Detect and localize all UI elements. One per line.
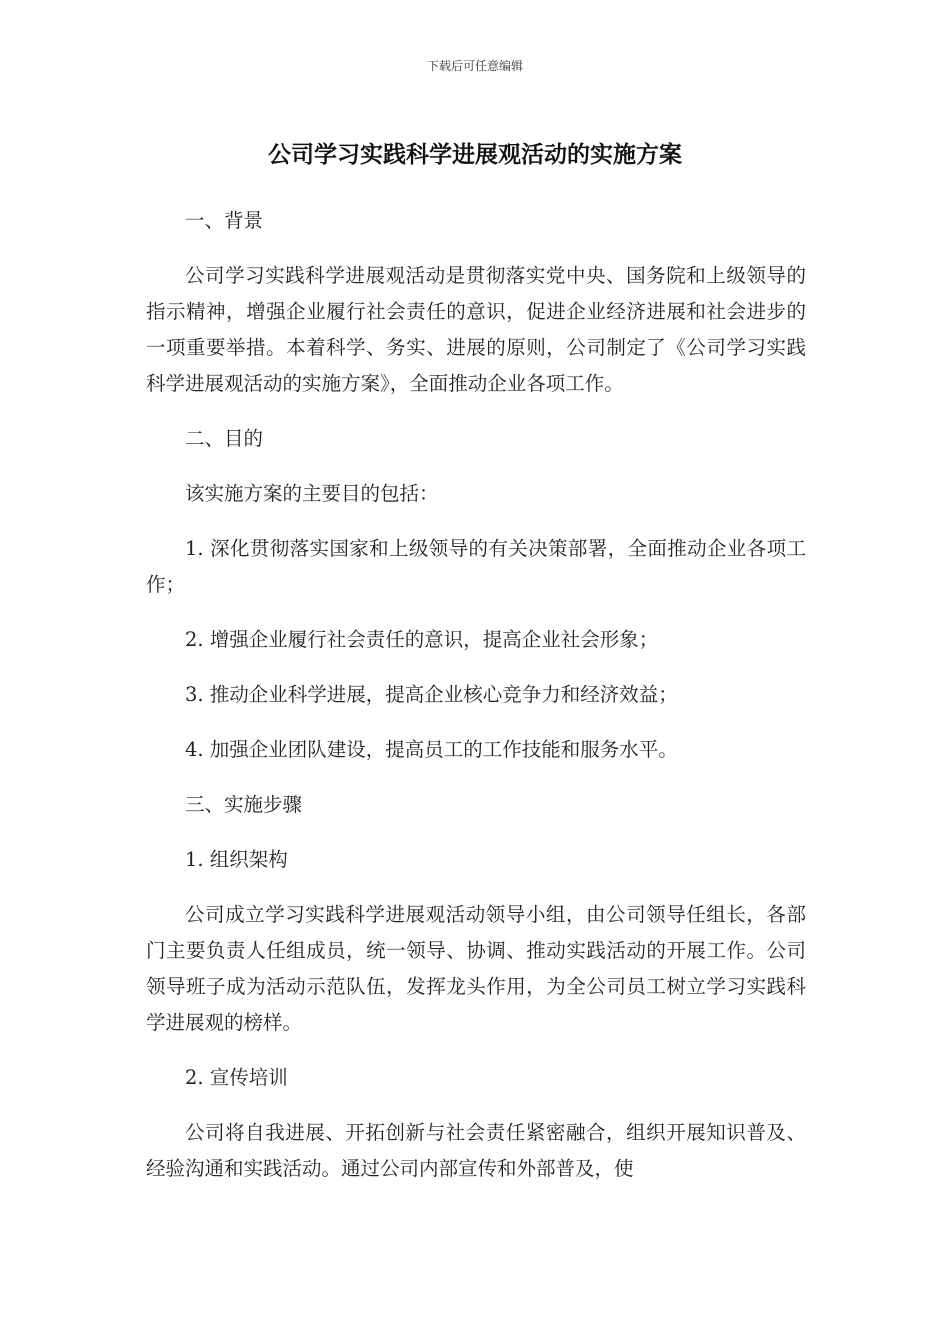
list-item-purpose-2: 2. 增强企业履行社会责任的意识，提高企业社会形象； [185, 628, 659, 651]
list-item-purpose-1: 1. 深化贯彻落实国家和上级领导的有关决策部署，全面推动企业各项工作； [146, 537, 806, 596]
document-title: 公司学习实践科学进展观活动的实施方案 [268, 142, 682, 168]
paragraph-background: 公司学习实践科学进展观活动是贯彻落实党中央、国务院和上级领导的指示精神，增强企业履行社会责任的意识，促进企业经济进展和社会进步的一项重要举措。本着科学、务实、进展的原则，公司制定了《公司学习实践科学进展观活动的实施方案》，全面推动企业各项工作。 [146, 264, 806, 395]
section-heading-background: 一、背景 [185, 209, 264, 232]
list-item-purpose-3: 3. 推动企业科学进展，提高企业核心竞争力和经济效益； [185, 683, 678, 706]
subheading-training: 2. 宣传培训 [185, 1066, 288, 1089]
section-heading-purpose: 二、目的 [185, 427, 264, 450]
paragraph-organization: 公司成立学习实践科学进展观活动领导小组，由公司领导任组长，各部门主要负责人任组成员，统一领导、协调、推动实践活动的开展工作。公司领导班子成为活动示范队伍，发挥龙头作用，为全公司员工树立学习实践科学进展观的榜样。 [146, 903, 806, 1034]
header-note: 下载后可任意编辑 [426, 59, 523, 73]
paragraph-training: 公司将自我进展、开拓创新与社会责任紧密融合，组织开展知识普及、经验沟通和实践活动。通过公司内部宣传和外部普及，使 [146, 1121, 806, 1180]
document-body [146, 203, 806, 1206]
list-item-purpose-4: 4. 加强企业团队建设，提高员工的工作技能和服务水平。 [185, 738, 678, 761]
section-heading-steps: 三、实施步骤 [185, 793, 303, 816]
subheading-organization: 1. 组织架构 [185, 848, 288, 871]
paragraph-purpose-intro: 该实施方案的主要目的包括： [185, 482, 439, 505]
